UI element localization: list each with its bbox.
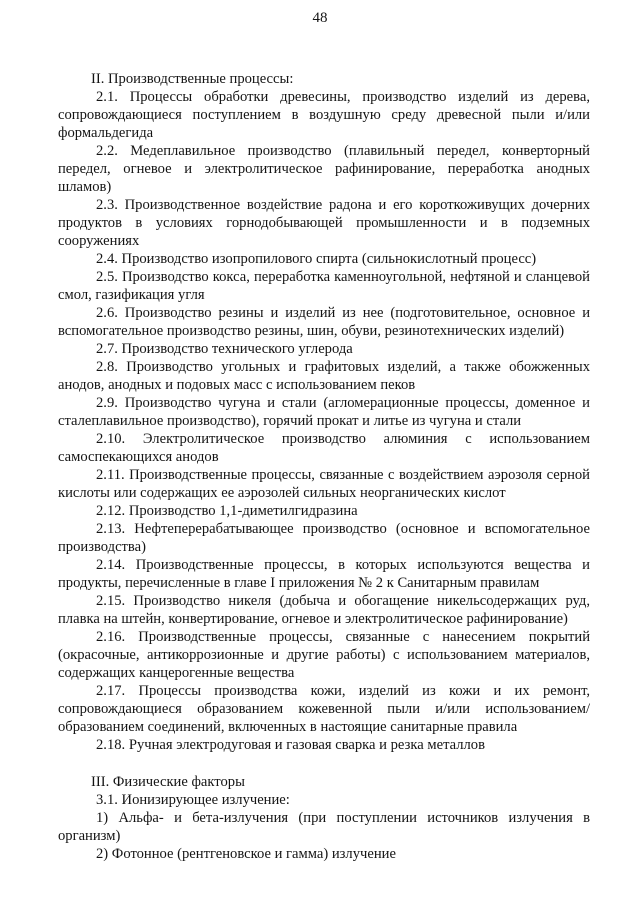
list-item: 2.3. Производственное воздействие радона и его короткоживущих дочерних продуктов в условиях горнодобывающей промышленности и в подземных сооружениях: [58, 197, 590, 249]
section-heading: III. Физические факторы: [91, 774, 245, 790]
list-item: 2.11. Производственные процессы, связанные с воздействием аэрозоля серной кислоты или содержащих ее аэрозолей сильных неорганических кислот: [58, 467, 590, 501]
section-list: [58, 88, 590, 754]
list-item: 3.1. Ионизирующее излучение:: [96, 792, 290, 808]
list-item: 2.16. Производственные процессы, связанные с нанесением покрытий (окрасочные, антикоррозионные и другие работы) с использованием материалов, содержащих канцерогенные вещества: [58, 629, 590, 681]
list-item: 2) Фотонное (рентгеновское и гамма) излучение: [96, 846, 396, 862]
list-item: 2.5. Производство кокса, переработка каменноугольной, нефтяной и сланцевой смол, газификация угля: [58, 269, 590, 303]
list-item: 2.9. Производство чугуна и стали (агломерационные процессы, доменное и сталеплавильное производство), горячий прокат и литье из чугуна и стали: [58, 395, 590, 429]
list-item: 2.18. Ручная электродуговая и газовая сварка и резка металлов: [96, 737, 485, 753]
page-number: 48: [312, 10, 328, 26]
list-item: 1) Альфа- и бета-излучения (при поступлении источников излучения в организм): [58, 810, 590, 844]
list-item: 2.7. Производство технического углерода: [96, 341, 353, 357]
list-item: 2.4. Производство изопропилового спирта (сильнокислотный процесс): [96, 251, 537, 267]
list-item: 2.17. Процессы производства кожи, изделий из кожи и их ремонт, сопровождающиеся образованием кожевенной пыли и/или использованием/образованием соединений, включенных в настоящие санитарные правила: [58, 683, 590, 735]
document-body: [58, 70, 590, 863]
list-item: 2.6. Производство резины и изделий из нее (подготовительное, основное и вспомогательное производство резины, шин, обуви, резинотехнических изделий): [58, 305, 590, 339]
list-item: 2.15. Производство никеля (добыча и обогащение никельсодержащих руд, плавка на штейн, конвертирование, огневое и электролитическое рафинирование): [58, 593, 590, 627]
list-item: 2.14. Производственные процессы, в которых используются вещества и продукты, перечисленные в главе I приложения № 2 к Санитарным правилам: [58, 557, 590, 591]
list-item: 2.2. Медеплавильное производство (плавильный передел, конверторный передел, огневое и электролитическое рафинирование, переработка анодных шламов): [58, 143, 590, 195]
section-list: [58, 791, 590, 863]
list-item: 2.10. Электролитическое производство алюминия с использованием самоспекающихся анодов: [58, 431, 590, 465]
list-item: 2.12. Производство 1,1-диметилгидразина: [96, 503, 358, 519]
section-spacer: [58, 754, 590, 773]
list-item: 2.1. Процессы обработки древесины, производство изделий из дерева, сопровождающиеся поступлением в воздушную среду древесной пыли и/или формальдегида: [58, 89, 590, 141]
list-item: 2.8. Производство угольных и графитовых изделий, а также обожженных анодов, анодных и подовых масс с использованием пеков: [58, 359, 590, 393]
section-heading: II. Производственные процессы:: [91, 71, 294, 87]
list-item: 2.13. Нефтеперерабатывающее производство (основное и вспомогательное производства): [58, 521, 590, 555]
